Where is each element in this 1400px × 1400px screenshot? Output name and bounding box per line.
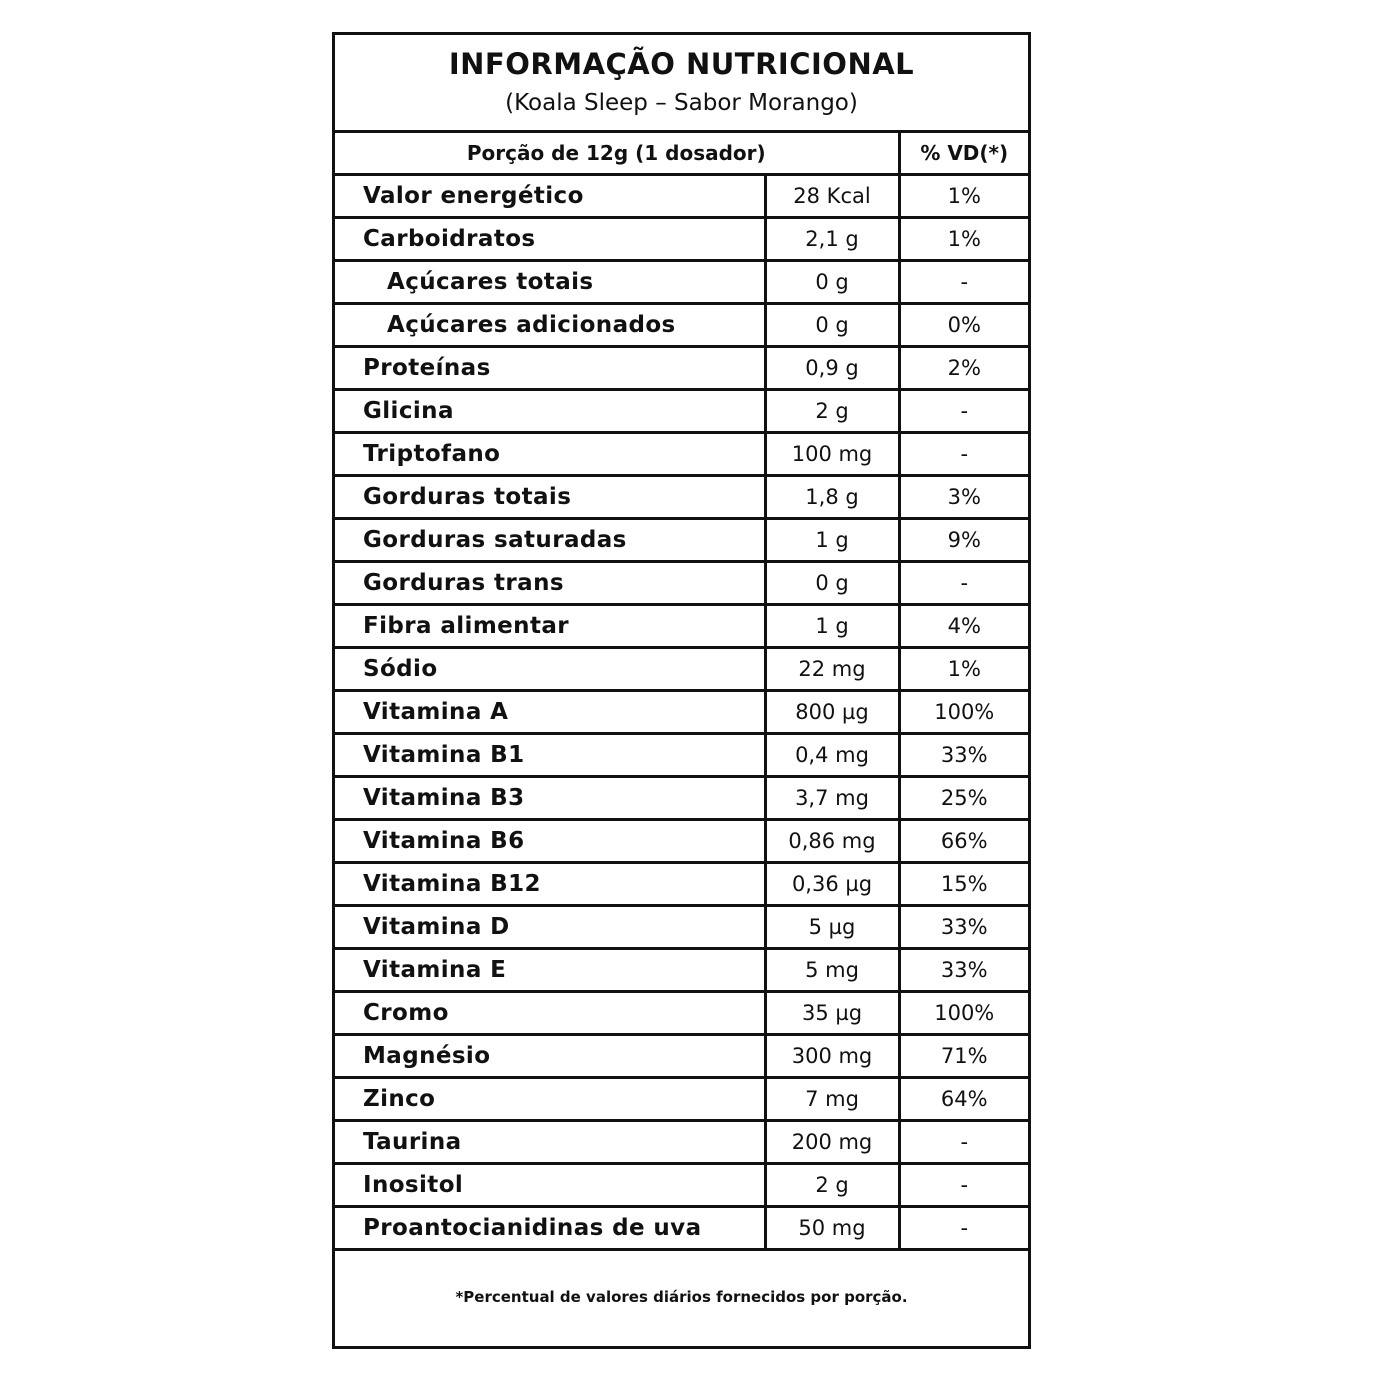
- nutrient-daily-value: 1%: [899, 218, 1028, 261]
- table-row: [335, 390, 1028, 433]
- nutrient-name: Vitamina B12: [335, 863, 765, 906]
- nutrient-amount: 0,9 g: [765, 347, 899, 390]
- nutrition-facts-label: [332, 32, 1031, 1349]
- nutrient-name: Vitamina B6: [335, 820, 765, 863]
- nutrient-name: Triptofano: [335, 433, 765, 476]
- portion-header: Porção de 12g (1 dosador): [335, 133, 899, 175]
- nutrient-name: Glicina: [335, 390, 765, 433]
- nutrient-amount: 3,7 mg: [765, 777, 899, 820]
- nutrient-amount: 300 mg: [765, 1035, 899, 1078]
- nutrient-name: Vitamina B3: [335, 777, 765, 820]
- nutrient-amount: 2,1 g: [765, 218, 899, 261]
- nutrient-amount: 5 µg: [765, 906, 899, 949]
- nutrient-name: Vitamina B1: [335, 734, 765, 777]
- nutrient-daily-value: -: [899, 1164, 1028, 1207]
- nutrient-amount: 1 g: [765, 519, 899, 562]
- table-row: [335, 777, 1028, 820]
- nutrient-name: Vitamina E: [335, 949, 765, 992]
- nutrient-name: Zinco: [335, 1078, 765, 1121]
- nutrient-daily-value: 25%: [899, 777, 1028, 820]
- nutrient-daily-value: 33%: [899, 949, 1028, 992]
- nutrient-name: Açúcares totais: [335, 261, 765, 304]
- nutrient-daily-value: 71%: [899, 1035, 1028, 1078]
- nutrient-daily-value: 1%: [899, 175, 1028, 218]
- nutrient-amount: 800 µg: [765, 691, 899, 734]
- nutrient-name: Gorduras trans: [335, 562, 765, 605]
- table-row: [335, 863, 1028, 906]
- footnote: *Percentual de valores diários fornecidos por porção.: [455, 1288, 908, 1306]
- table-row: [335, 433, 1028, 476]
- nutrient-name: Taurina: [335, 1121, 765, 1164]
- nutrient-daily-value: 100%: [899, 992, 1028, 1035]
- label-subtitle: (Koala Sleep – Sabor Morango): [505, 90, 858, 116]
- nutrient-name: Vitamina A: [335, 691, 765, 734]
- table-row: [335, 906, 1028, 949]
- nutrient-daily-value: 0%: [899, 304, 1028, 347]
- nutrient-amount: 1 g: [765, 605, 899, 648]
- table-row: [335, 519, 1028, 562]
- nutrient-amount: 2 g: [765, 1164, 899, 1207]
- nutrient-name: Açúcares adicionados: [335, 304, 765, 347]
- nutrient-amount: 7 mg: [765, 1078, 899, 1121]
- nutrient-amount: 0,36 µg: [765, 863, 899, 906]
- nutrient-name: Proteínas: [335, 347, 765, 390]
- table-row: [335, 562, 1028, 605]
- table-row: [335, 261, 1028, 304]
- nutrient-name: Magnésio: [335, 1035, 765, 1078]
- table-row: [335, 1164, 1028, 1207]
- nutrient-daily-value: 64%: [899, 1078, 1028, 1121]
- table-row: [335, 605, 1028, 648]
- nutrient-daily-value: 15%: [899, 863, 1028, 906]
- nutrient-daily-value: 3%: [899, 476, 1028, 519]
- nutrient-daily-value: 4%: [899, 605, 1028, 648]
- table-row: [335, 1035, 1028, 1078]
- vd-header: % VD(*): [899, 133, 1028, 175]
- nutrient-amount: 2 g: [765, 390, 899, 433]
- table-row: [335, 992, 1028, 1035]
- nutrient-name: Vitamina D: [335, 906, 765, 949]
- table-header-row: [335, 133, 1028, 175]
- table-row: [335, 1207, 1028, 1250]
- nutrient-amount: 0 g: [765, 562, 899, 605]
- nutrient-daily-value: 1%: [899, 648, 1028, 691]
- nutrient-daily-value: -: [899, 1207, 1028, 1250]
- nutrient-daily-value: 33%: [899, 906, 1028, 949]
- nutrient-name: Cromo: [335, 992, 765, 1035]
- table-row: [335, 304, 1028, 347]
- table-row: [335, 648, 1028, 691]
- table-row: [335, 476, 1028, 519]
- label-title: INFORMAÇÃO NUTRICIONAL: [448, 47, 915, 81]
- nutrient-daily-value: 9%: [899, 519, 1028, 562]
- nutrient-amount: 50 mg: [765, 1207, 899, 1250]
- nutrient-daily-value: -: [899, 433, 1028, 476]
- table-row: [335, 347, 1028, 390]
- nutrient-name: Proantocianidinas de uva: [335, 1207, 765, 1250]
- table-row: [335, 1121, 1028, 1164]
- nutrient-amount: 28 Kcal: [765, 175, 899, 218]
- nutrient-amount: 1,8 g: [765, 476, 899, 519]
- nutrient-daily-value: -: [899, 1121, 1028, 1164]
- nutrient-daily-value: 100%: [899, 691, 1028, 734]
- table-row: [335, 820, 1028, 863]
- nutrient-name: Gorduras saturadas: [335, 519, 765, 562]
- nutrient-name: Sódio: [335, 648, 765, 691]
- table-row: [335, 1078, 1028, 1121]
- nutrient-name: Fibra alimentar: [335, 605, 765, 648]
- nutrient-daily-value: -: [899, 562, 1028, 605]
- nutrient-amount: 5 mg: [765, 949, 899, 992]
- nutrient-name: Gorduras totais: [335, 476, 765, 519]
- table-row: [335, 691, 1028, 734]
- nutrient-name: Inositol: [335, 1164, 765, 1207]
- nutrient-daily-value: -: [899, 390, 1028, 433]
- label-header: [335, 35, 1028, 133]
- nutrient-name: Carboidratos: [335, 218, 765, 261]
- table-row: [335, 175, 1028, 218]
- nutrient-amount: 0,4 mg: [765, 734, 899, 777]
- nutrient-rows: [335, 175, 1028, 1250]
- nutrient-name: Valor energético: [335, 175, 765, 218]
- nutrition-table: [335, 133, 1028, 1251]
- table-row: [335, 218, 1028, 261]
- nutrient-daily-value: 2%: [899, 347, 1028, 390]
- nutrient-amount: 0 g: [765, 304, 899, 347]
- nutrient-amount: 200 mg: [765, 1121, 899, 1164]
- table-row: [335, 734, 1028, 777]
- nutrient-daily-value: 33%: [899, 734, 1028, 777]
- nutrient-daily-value: -: [899, 261, 1028, 304]
- nutrient-daily-value: 66%: [899, 820, 1028, 863]
- nutrient-amount: 22 mg: [765, 648, 899, 691]
- nutrient-amount: 35 µg: [765, 992, 899, 1035]
- table-row: [335, 949, 1028, 992]
- nutrient-amount: 100 mg: [765, 433, 899, 476]
- nutrient-amount: 0 g: [765, 261, 899, 304]
- nutrient-amount: 0,86 mg: [765, 820, 899, 863]
